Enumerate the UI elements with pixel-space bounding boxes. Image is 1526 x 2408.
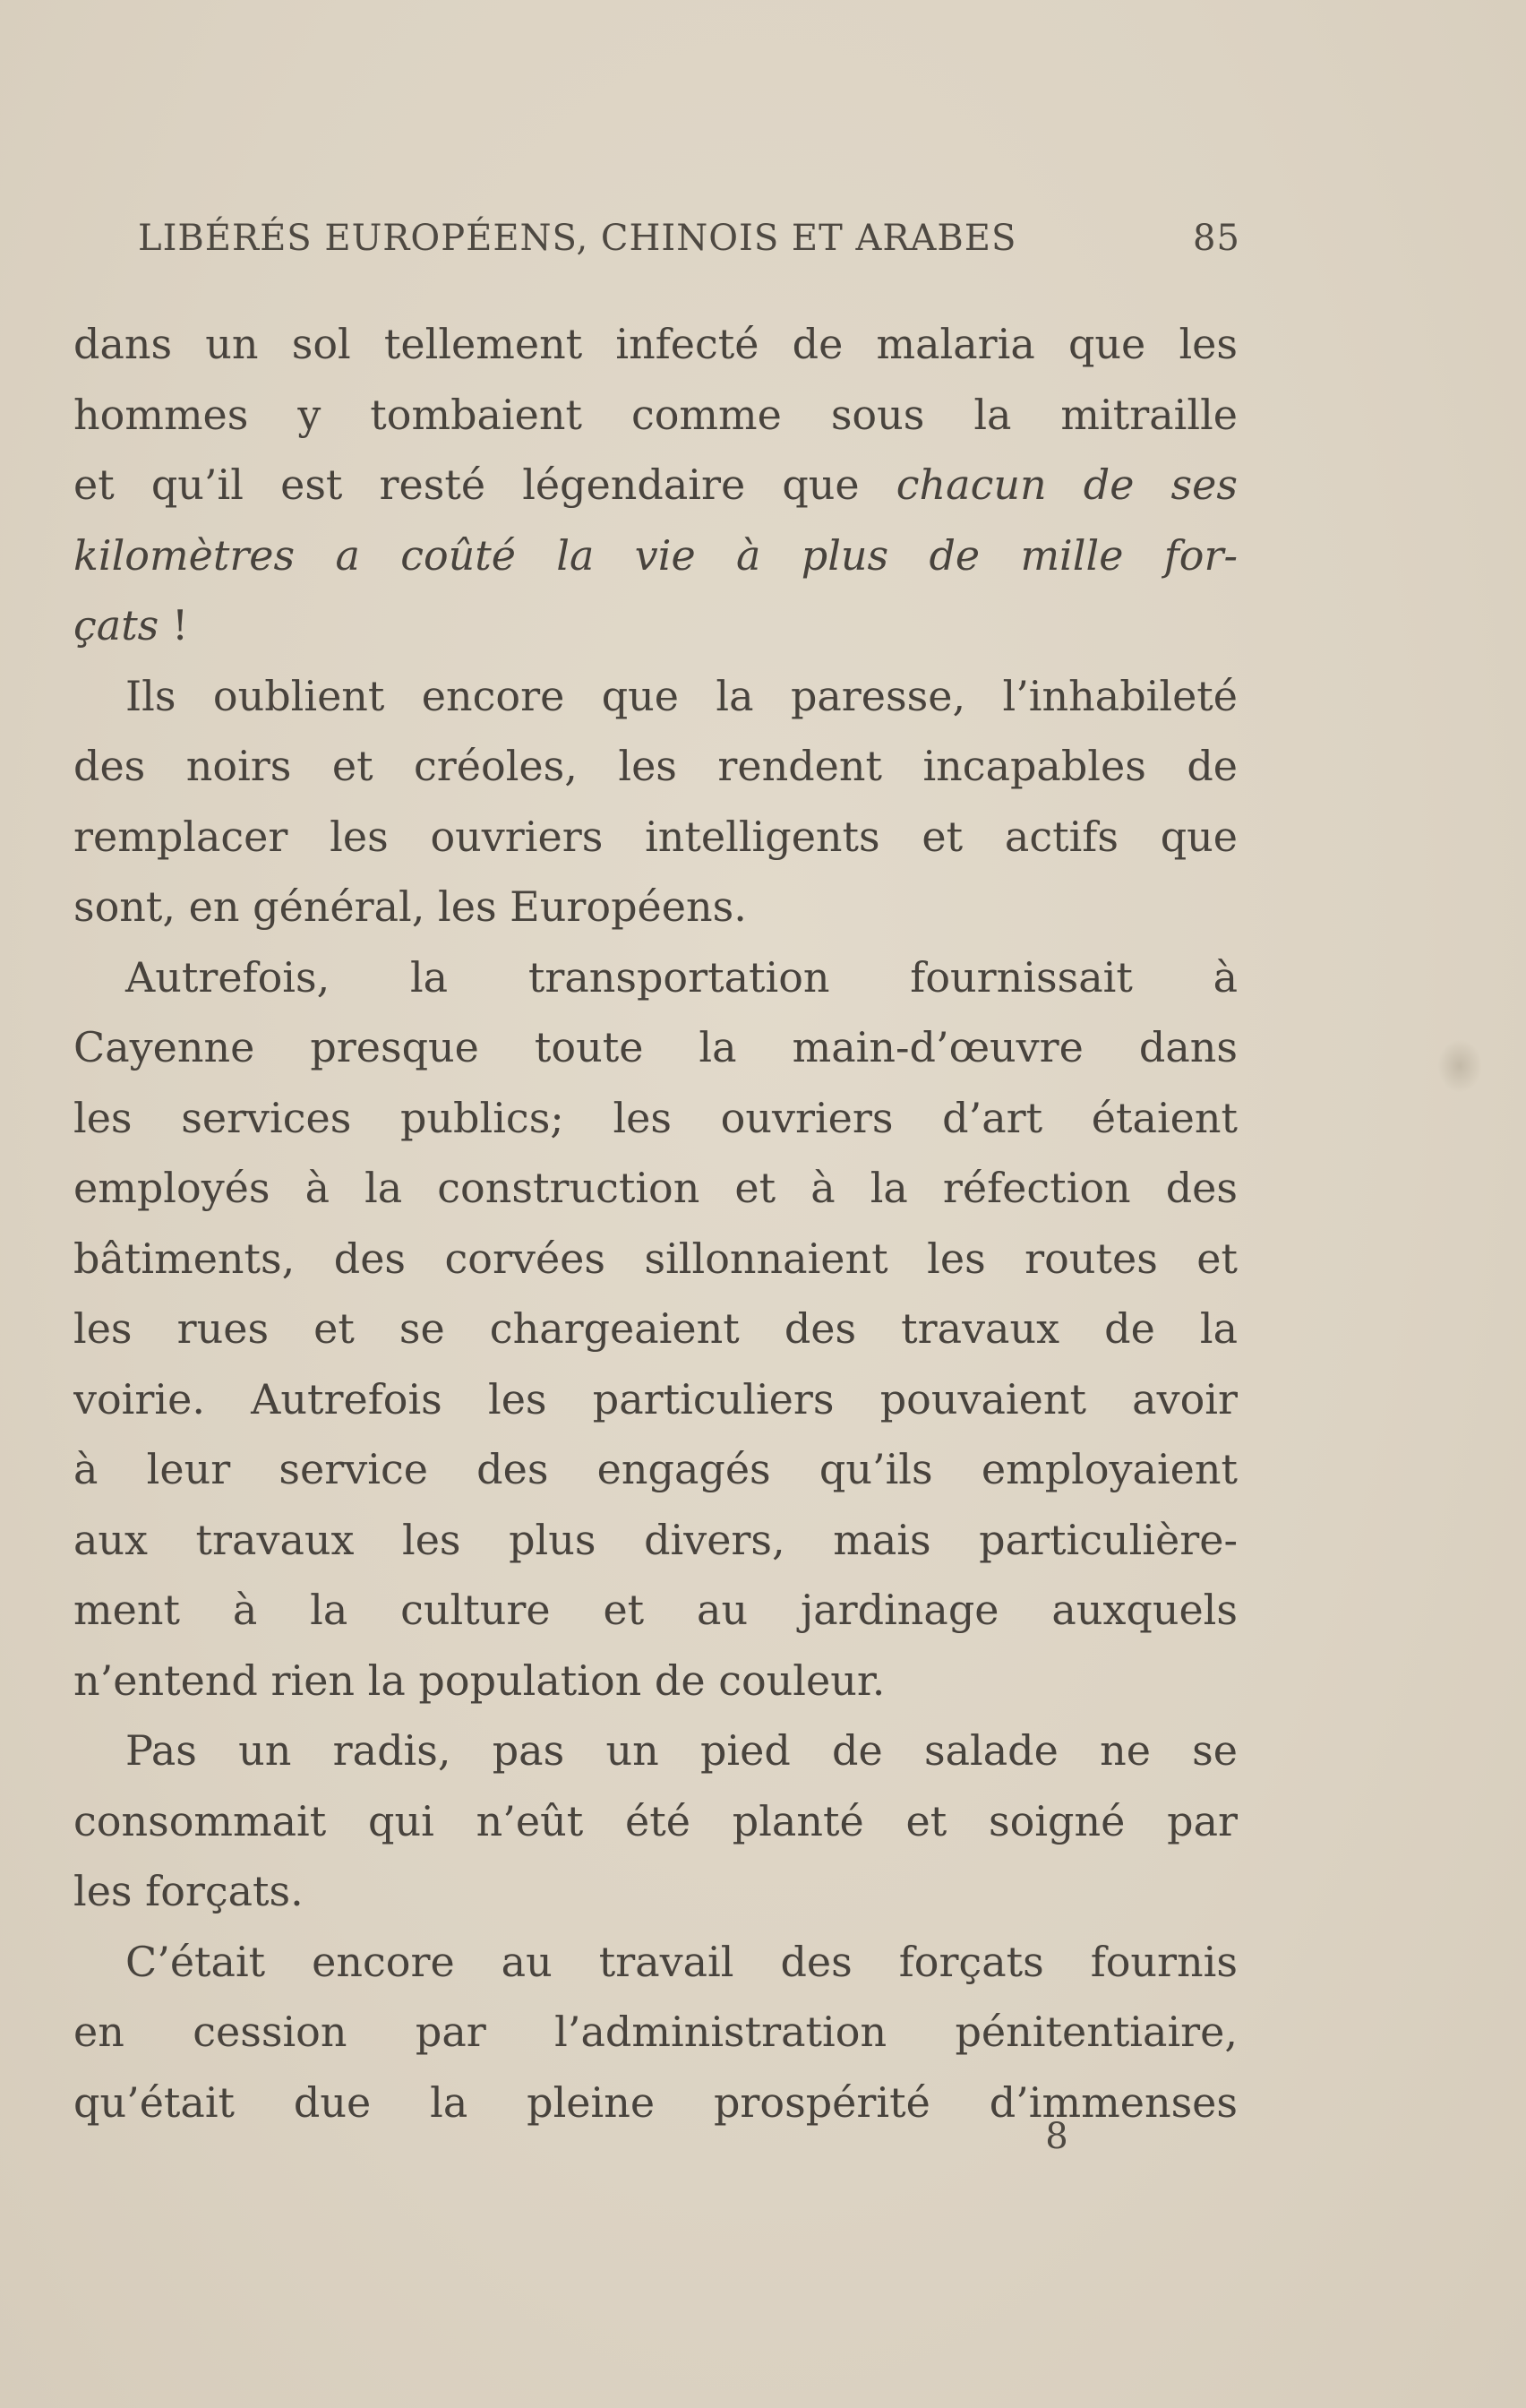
text-line [73, 1575, 1238, 1646]
text-line [73, 1294, 1238, 1364]
text-line [73, 450, 1238, 520]
line-text: Pas un radis, pas un pied de salade ne se [125, 1726, 1238, 1775]
text-line [73, 1716, 1238, 1786]
text-line [73, 872, 1238, 942]
line-text: sont, en général, les Européens. [73, 882, 747, 931]
body-text [73, 309, 1238, 2137]
text-line [73, 1997, 1238, 2068]
text-line [73, 1434, 1238, 1505]
text-line [73, 1786, 1238, 1857]
line-text: qu’était due la pleine prospérité d’immenses [73, 2077, 1238, 2127]
line-text: remplacer les ouvriers intelligents et actifs que [73, 812, 1238, 861]
line-text: Cayenne presque toute la main-d’œuvre dans [73, 1023, 1238, 1071]
text-line [73, 309, 1238, 380]
line-text: aux travaux les plus divers, mais particulière- [73, 1515, 1238, 1564]
line-text: hommes y tombaient comme sous la mitraille [73, 390, 1238, 439]
text-line [73, 590, 1238, 661]
line-text: Ils oublient encore que la paresse, l’inhabileté [125, 671, 1238, 720]
text-line [73, 1646, 1238, 1716]
line-text: Autrefois, la transportation fournissait à [125, 952, 1238, 1002]
line-text: à leur service des engagés qu’ils employaient [73, 1445, 1238, 1493]
text-line [73, 520, 1238, 591]
line-text: les services publics; les ouvriers d’art étaient [73, 1093, 1238, 1142]
text-line [73, 942, 1238, 1013]
text-line [73, 1012, 1238, 1083]
line-text: n’entend rien la population de couleur. [73, 1656, 886, 1705]
running-title: LIBÉRÉS EUROPÉENS, CHINOIS ET ARABES [138, 218, 1017, 259]
text-line [73, 1927, 1238, 1998]
italic-text: kilomètres a coûté la vie à plus de mille for- [73, 530, 1238, 580]
italic-text: çats [73, 601, 159, 649]
line-text: ment à la culture et au jardinage auxquels [73, 1586, 1238, 1634]
line-text: les rues et se chargeaient des travaux de la [73, 1304, 1238, 1353]
text-line [73, 802, 1238, 873]
line-text: C’était encore au travail des forçats fournis [125, 1937, 1238, 1986]
text-line [73, 1153, 1238, 1224]
line-text: bâtiments, des corvées sillonnaient les routes et [73, 1234, 1238, 1283]
line-text: des noirs et créoles, les rendent incapables de [73, 742, 1238, 790]
line-text: les forçats. [73, 1867, 304, 1915]
line-text: employés à la construction et à la réfection des [73, 1164, 1238, 1212]
text-line [73, 661, 1238, 732]
paper-stain [1437, 1039, 1482, 1093]
line-text: dans un sol tellement infecté de malaria que les [73, 320, 1238, 368]
text-line [73, 1364, 1238, 1435]
text-line [73, 1856, 1238, 1927]
italic-text: chacun de ses [896, 460, 1238, 509]
text-line [73, 1505, 1238, 1576]
line-text: et qu’il est resté légendaire que [73, 460, 896, 509]
text-line [73, 380, 1238, 451]
line-text: en cession par l’administration pénitentiaire, [73, 2008, 1238, 2056]
text-line [73, 1083, 1238, 1154]
signature-mark: 8 [1045, 2116, 1068, 2157]
text-line [73, 1224, 1238, 1294]
text-line [73, 731, 1238, 802]
page-number: 85 [1193, 218, 1240, 259]
line-text: consommait qui n’eût été planté et soigné par [73, 1796, 1238, 1845]
line-text: ! [159, 601, 189, 649]
running-header [73, 218, 1238, 264]
line-text: voirie. Autrefois les particuliers pouvaient avoir [73, 1374, 1238, 1423]
